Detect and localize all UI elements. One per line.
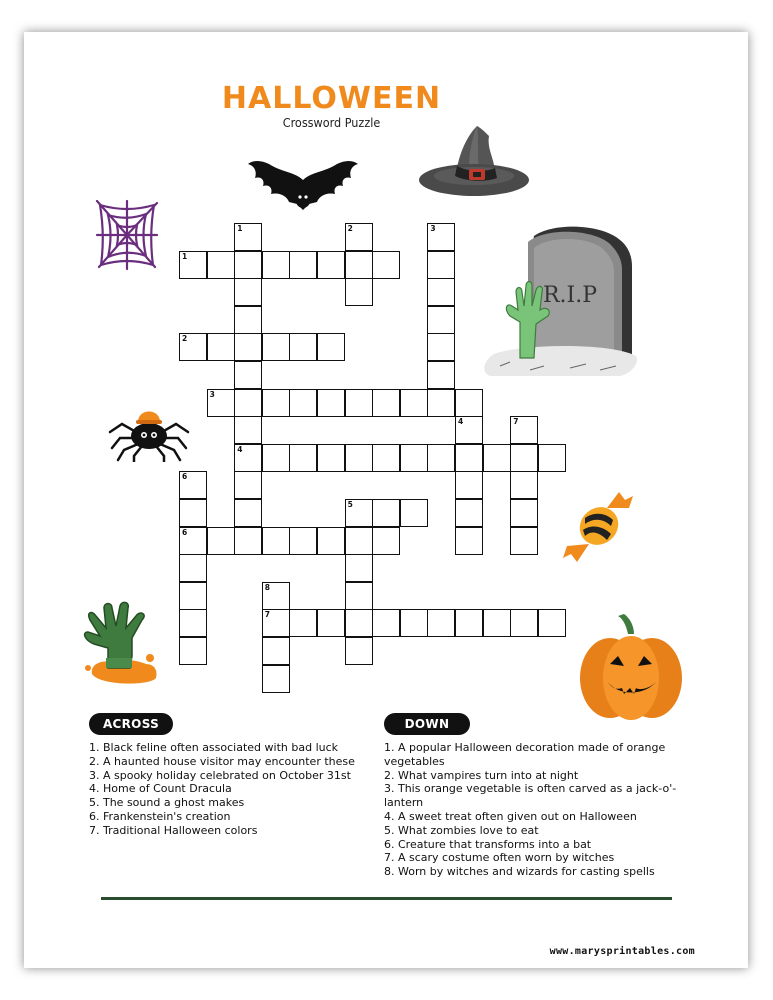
crossword-cell[interactable] — [455, 389, 483, 417]
crossword-cell[interactable] — [427, 389, 455, 417]
crossword-cell[interactable] — [317, 444, 345, 472]
crossword-cell[interactable] — [427, 609, 455, 637]
crossword-cell[interactable] — [234, 499, 262, 527]
across-heading: ACROSS — [89, 713, 173, 735]
crossword-cell[interactable] — [372, 251, 400, 279]
clue-number: 4 — [458, 417, 464, 427]
across-clue-list — [89, 741, 374, 838]
crossword-cell[interactable] — [538, 609, 566, 637]
clue-number: 6 — [182, 527, 188, 537]
crossword-cell[interactable] — [234, 333, 262, 361]
crossword-cell[interactable] — [510, 444, 538, 472]
page-subtitle: Crossword Puzzle — [282, 115, 381, 130]
crossword-cell[interactable] — [427, 223, 455, 251]
crossword-cell[interactable] — [317, 389, 345, 417]
crossword-cell[interactable] — [345, 389, 373, 417]
crossword-cell[interactable] — [427, 333, 455, 361]
down-heading: DOWN — [384, 713, 470, 735]
clue-number: 4 — [237, 444, 243, 454]
crossword-cell[interactable] — [234, 416, 262, 444]
crossword-cell[interactable] — [510, 499, 538, 527]
crossword-cell[interactable] — [262, 251, 290, 279]
crossword-cell[interactable] — [179, 499, 207, 527]
across-clue: 2. A haunted house visitor may encounter these — [89, 754, 355, 768]
crossword-cell[interactable] — [455, 471, 483, 499]
crossword-cell[interactable] — [289, 444, 317, 472]
crossword-cell[interactable] — [317, 527, 345, 555]
crossword-cell[interactable] — [455, 527, 483, 555]
clue-number: 2 — [347, 224, 353, 233]
crossword-cell[interactable] — [207, 527, 235, 555]
crossword-cell[interactable] — [345, 527, 373, 555]
crossword-cell[interactable] — [262, 582, 290, 610]
down-clue: 6. Creature that transforms into a bat — [384, 837, 592, 851]
crossword-cell[interactable] — [207, 333, 235, 361]
crossword-cell[interactable] — [427, 278, 455, 306]
crossword-cell[interactable] — [400, 389, 428, 417]
crossword-cell[interactable] — [179, 609, 207, 637]
crossword-cell[interactable] — [427, 361, 455, 389]
crossword-cell[interactable] — [234, 278, 262, 306]
crossword-cell[interactable] — [400, 499, 428, 527]
crossword-cell[interactable] — [345, 637, 373, 665]
crossword-cell[interactable] — [345, 251, 373, 279]
crossword-cell[interactable] — [262, 333, 290, 361]
clue-number: 1 — [237, 224, 243, 233]
crossword-cell[interactable] — [345, 499, 373, 527]
across-clue: 7. Traditional Halloween colors — [89, 823, 258, 837]
crossword-cell[interactable] — [345, 278, 373, 306]
crossword-cell[interactable] — [427, 444, 455, 472]
down-clue: 5. What zombies love to eat — [384, 823, 539, 837]
crossword-cell[interactable] — [400, 609, 428, 637]
clue-number: 5 — [347, 500, 353, 509]
crossword-cell[interactable] — [234, 471, 262, 499]
crossword-cell[interactable] — [262, 609, 290, 637]
crossword-cell[interactable] — [234, 444, 262, 472]
down-clue: 3. This orange vegetable is often carved as a jack-o'-lantern — [384, 782, 677, 810]
crossword-cell[interactable] — [372, 389, 400, 417]
crossword-cell[interactable] — [427, 251, 455, 279]
clue-number: 8 — [264, 582, 271, 592]
crossword-cell[interactable] — [207, 389, 235, 417]
crossword-cell[interactable] — [234, 527, 262, 555]
crossword-cell[interactable] — [345, 554, 373, 582]
crossword-cell[interactable] — [289, 527, 317, 555]
crossword-cell[interactable] — [372, 499, 400, 527]
page-title: HALLOWEEN — [221, 81, 442, 116]
crossword-cell[interactable] — [179, 554, 207, 582]
across-clue: 3. A spooky holiday celebrated on October 31st — [89, 768, 351, 782]
clue-number: 3 — [209, 389, 215, 399]
crossword-cell[interactable] — [234, 223, 262, 251]
tombstone-text: R.I.P — [542, 283, 598, 308]
crossword-cell[interactable] — [483, 609, 511, 637]
clue-number: 1 — [182, 251, 188, 261]
crossword-cell[interactable] — [538, 444, 566, 472]
clue-number: 6 — [182, 472, 188, 482]
crossword-cell[interactable] — [345, 223, 373, 251]
crossword-cell[interactable] — [372, 527, 400, 555]
crossword-cell[interactable] — [400, 444, 428, 472]
crossword-cell[interactable] — [234, 251, 262, 279]
down-clue-list — [384, 741, 684, 879]
crossword-cell[interactable] — [234, 361, 262, 389]
across-clue: 6. Frankenstein's creation — [89, 809, 231, 823]
crossword-cell[interactable] — [289, 609, 317, 637]
crossword-cell[interactable] — [207, 251, 235, 279]
clue-number: 7 — [513, 417, 519, 427]
crossword-cell[interactable] — [345, 609, 373, 637]
crossword-cell[interactable] — [289, 389, 317, 417]
crossword-cell[interactable] — [455, 416, 483, 444]
crossword-cell[interactable] — [262, 389, 290, 417]
crossword-cell[interactable] — [345, 582, 373, 610]
clue-number: 3 — [430, 224, 436, 233]
crossword-cell[interactable] — [234, 306, 262, 334]
crossword-cell[interactable] — [372, 609, 400, 637]
website-url: www.marysprintables.com — [549, 946, 695, 957]
down-clue: 7. A scary costume often worn by witches — [384, 851, 615, 865]
down-clue: 2. What vampires turn into at night — [384, 768, 579, 782]
crossword-cell[interactable] — [427, 306, 455, 334]
crossword-cell[interactable] — [179, 527, 207, 555]
crossword-cell[interactable] — [262, 527, 290, 555]
crossword-cell[interactable] — [289, 251, 317, 279]
down-clue: 8. Worn by witches and wizards for casting spells — [384, 865, 655, 879]
crossword-cell[interactable] — [179, 637, 207, 665]
across-clue: 4. Home of Count Dracula — [89, 782, 232, 796]
crossword-cell[interactable] — [289, 333, 317, 361]
crossword-cell[interactable] — [510, 416, 538, 444]
crossword-cell[interactable] — [455, 444, 483, 472]
crossword-cell[interactable] — [455, 499, 483, 527]
crossword-cell[interactable] — [179, 251, 207, 279]
crossword-cell[interactable] — [510, 527, 538, 555]
crossword-cell[interactable] — [345, 444, 373, 472]
crossword-cell[interactable] — [179, 333, 207, 361]
across-clue: 1. Black feline often associated with bad luck — [89, 741, 339, 754]
clue-number: 7 — [264, 610, 271, 620]
crossword-cell[interactable] — [317, 251, 345, 279]
across-clue: 5. The sound a ghost makes — [89, 796, 245, 810]
footer-divider — [101, 897, 672, 900]
crossword-cell[interactable] — [317, 333, 345, 361]
crossword-cell[interactable] — [510, 609, 538, 637]
down-clue: 1. A popular Halloween decoration made of orange vegetables — [384, 741, 666, 768]
crossword-cell[interactable] — [372, 444, 400, 472]
crossword-cell[interactable] — [483, 444, 511, 472]
crossword-cell[interactable] — [234, 389, 262, 417]
crossword-cell[interactable] — [510, 471, 538, 499]
crossword-cell[interactable] — [455, 609, 483, 637]
crossword-cell[interactable] — [179, 582, 207, 610]
crossword-cell[interactable] — [262, 637, 290, 665]
crossword-cell[interactable] — [179, 471, 207, 499]
crossword-cell[interactable] — [262, 444, 290, 472]
down-clue: 4. A sweet treat often given out on Halloween — [384, 809, 637, 823]
clue-number: 2 — [182, 334, 188, 344]
crossword-cell[interactable] — [262, 665, 290, 693]
crossword-cell[interactable] — [317, 609, 345, 637]
